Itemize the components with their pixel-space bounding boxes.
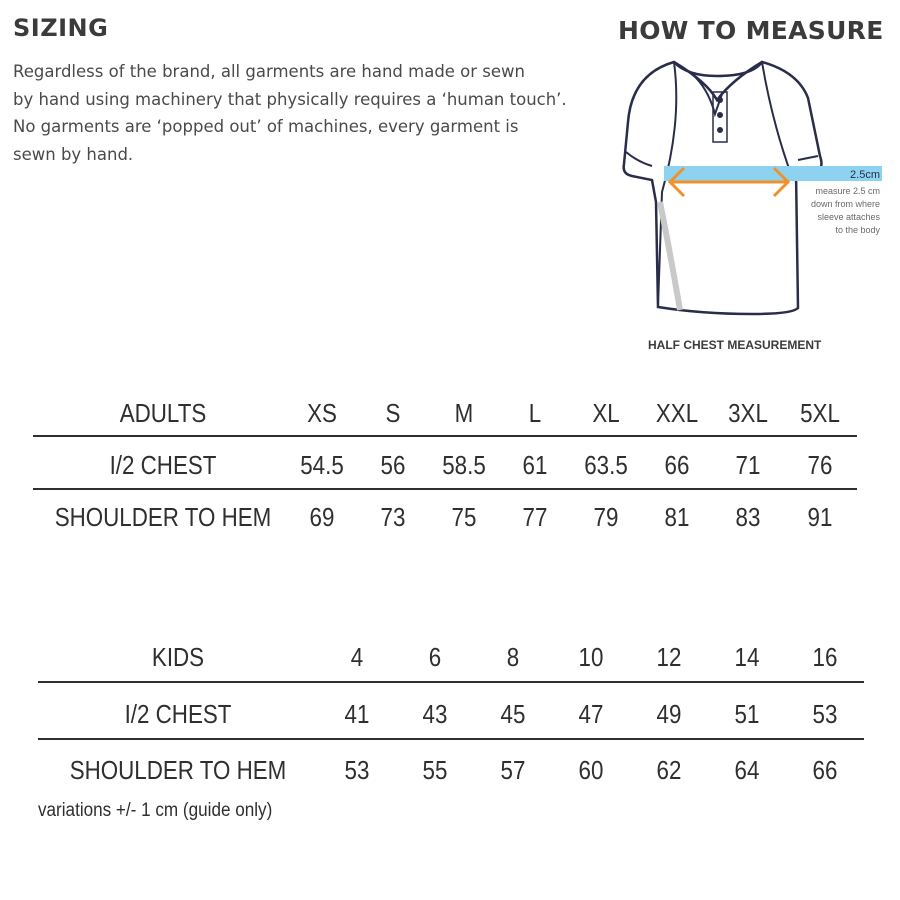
row-label: I/2 CHEST — [124, 699, 232, 729]
polo-shirt-diagram — [612, 52, 900, 362]
table-cell: 45 — [500, 699, 526, 729]
table-cell: 77 — [522, 502, 548, 532]
table-cell: 63.5 — [584, 450, 628, 480]
table-cell: 43 — [422, 699, 448, 729]
table-cell: 76 — [807, 450, 833, 480]
table-cell: 49 — [656, 699, 682, 729]
table-cell: 54.5 — [300, 450, 344, 480]
table-cell: 55 — [422, 755, 448, 785]
measure-note-line: measure 2.5 cm — [815, 186, 880, 196]
header-cell: 16 — [812, 642, 838, 672]
row-label: I/2 CHEST — [109, 450, 217, 480]
header-cell: 10 — [578, 642, 604, 672]
table-header-row — [38, 632, 864, 682]
header-cell: ADULTS — [119, 398, 207, 428]
header-cell: 14 — [734, 642, 760, 672]
table-cell: 53 — [812, 699, 838, 729]
polo-shirt-illustration — [612, 52, 900, 362]
table-cell: 56 — [380, 450, 406, 480]
button-icon — [717, 127, 723, 133]
table-cell: 83 — [735, 502, 761, 532]
row-label: SHOULDER TO HEM — [54, 502, 272, 532]
measure-value: 2.5cm — [850, 169, 880, 181]
table-cell: 91 — [807, 502, 833, 532]
table-row — [33, 492, 857, 542]
table-cell: 41 — [344, 699, 370, 729]
header-cell: 5XL — [800, 398, 840, 428]
description-line: by hand using machinery that physically requires a ‘human touch’. — [13, 89, 567, 109]
table-cell: 79 — [593, 502, 619, 532]
table-cell: 62 — [656, 755, 682, 785]
table-header-row — [33, 388, 857, 438]
button-icon — [717, 97, 723, 103]
header-cell: M — [454, 398, 474, 428]
header-cell: KIDS — [151, 642, 205, 672]
header-cell: S — [385, 398, 401, 428]
adults-size-table — [33, 388, 857, 548]
measure-note-line: to the body — [835, 225, 880, 235]
measure-note-line: down from where — [810, 199, 880, 209]
description-line: Regardless of the brand, all garments are hand made or sewn — [13, 62, 526, 81]
kids-size-table — [38, 632, 864, 802]
table-cell: 58.5 — [442, 450, 486, 480]
table-cell: 66 — [664, 450, 690, 480]
sizing-title: SIZING — [13, 14, 109, 42]
row-label: SHOULDER TO HEM — [69, 755, 287, 785]
table-cell: 75 — [451, 502, 477, 532]
sizing-description — [13, 58, 623, 168]
table-cell: 47 — [578, 699, 604, 729]
table-cell: 61 — [522, 450, 548, 480]
table-cell: 69 — [309, 502, 335, 532]
table-cell: 64 — [734, 755, 760, 785]
header-cell: 6 — [428, 642, 442, 672]
variations-note: variations +/- 1 cm (guide only) — [38, 800, 273, 821]
header-cell: 12 — [656, 642, 682, 672]
header-cell: 3XL — [728, 398, 768, 428]
header-cell: XS — [307, 398, 337, 428]
header-cell: 4 — [350, 642, 364, 672]
header-cell: XL — [592, 398, 620, 428]
table-cell: 57 — [500, 755, 526, 785]
description-line: No garments are ‘popped out’ of machines, every garment is — [13, 117, 519, 136]
button-icon — [717, 112, 723, 118]
table-cell: 73 — [380, 502, 406, 532]
table-divider — [38, 681, 864, 683]
description-line: sewn by hand. — [13, 144, 134, 164]
header-cell: XXL — [655, 398, 699, 428]
table-row — [38, 745, 864, 795]
table-divider — [38, 738, 864, 740]
header-cell: 8 — [506, 642, 520, 672]
measure-note-line: sleeve attaches — [817, 212, 880, 222]
table-cell: 66 — [812, 755, 838, 785]
table-cell: 71 — [735, 450, 761, 480]
table-cell: 81 — [664, 502, 690, 532]
header-cell: L — [528, 398, 542, 428]
how-to-measure-title: HOW TO MEASURE — [618, 16, 884, 45]
table-divider — [33, 488, 857, 490]
table-cell: 51 — [734, 699, 760, 729]
table-cell: 60 — [578, 755, 604, 785]
table-row — [33, 440, 857, 490]
table-divider — [33, 435, 857, 437]
half-chest-caption: HALF CHEST MEASUREMENT — [648, 338, 822, 352]
table-cell: 53 — [344, 755, 370, 785]
table-row — [38, 689, 864, 739]
